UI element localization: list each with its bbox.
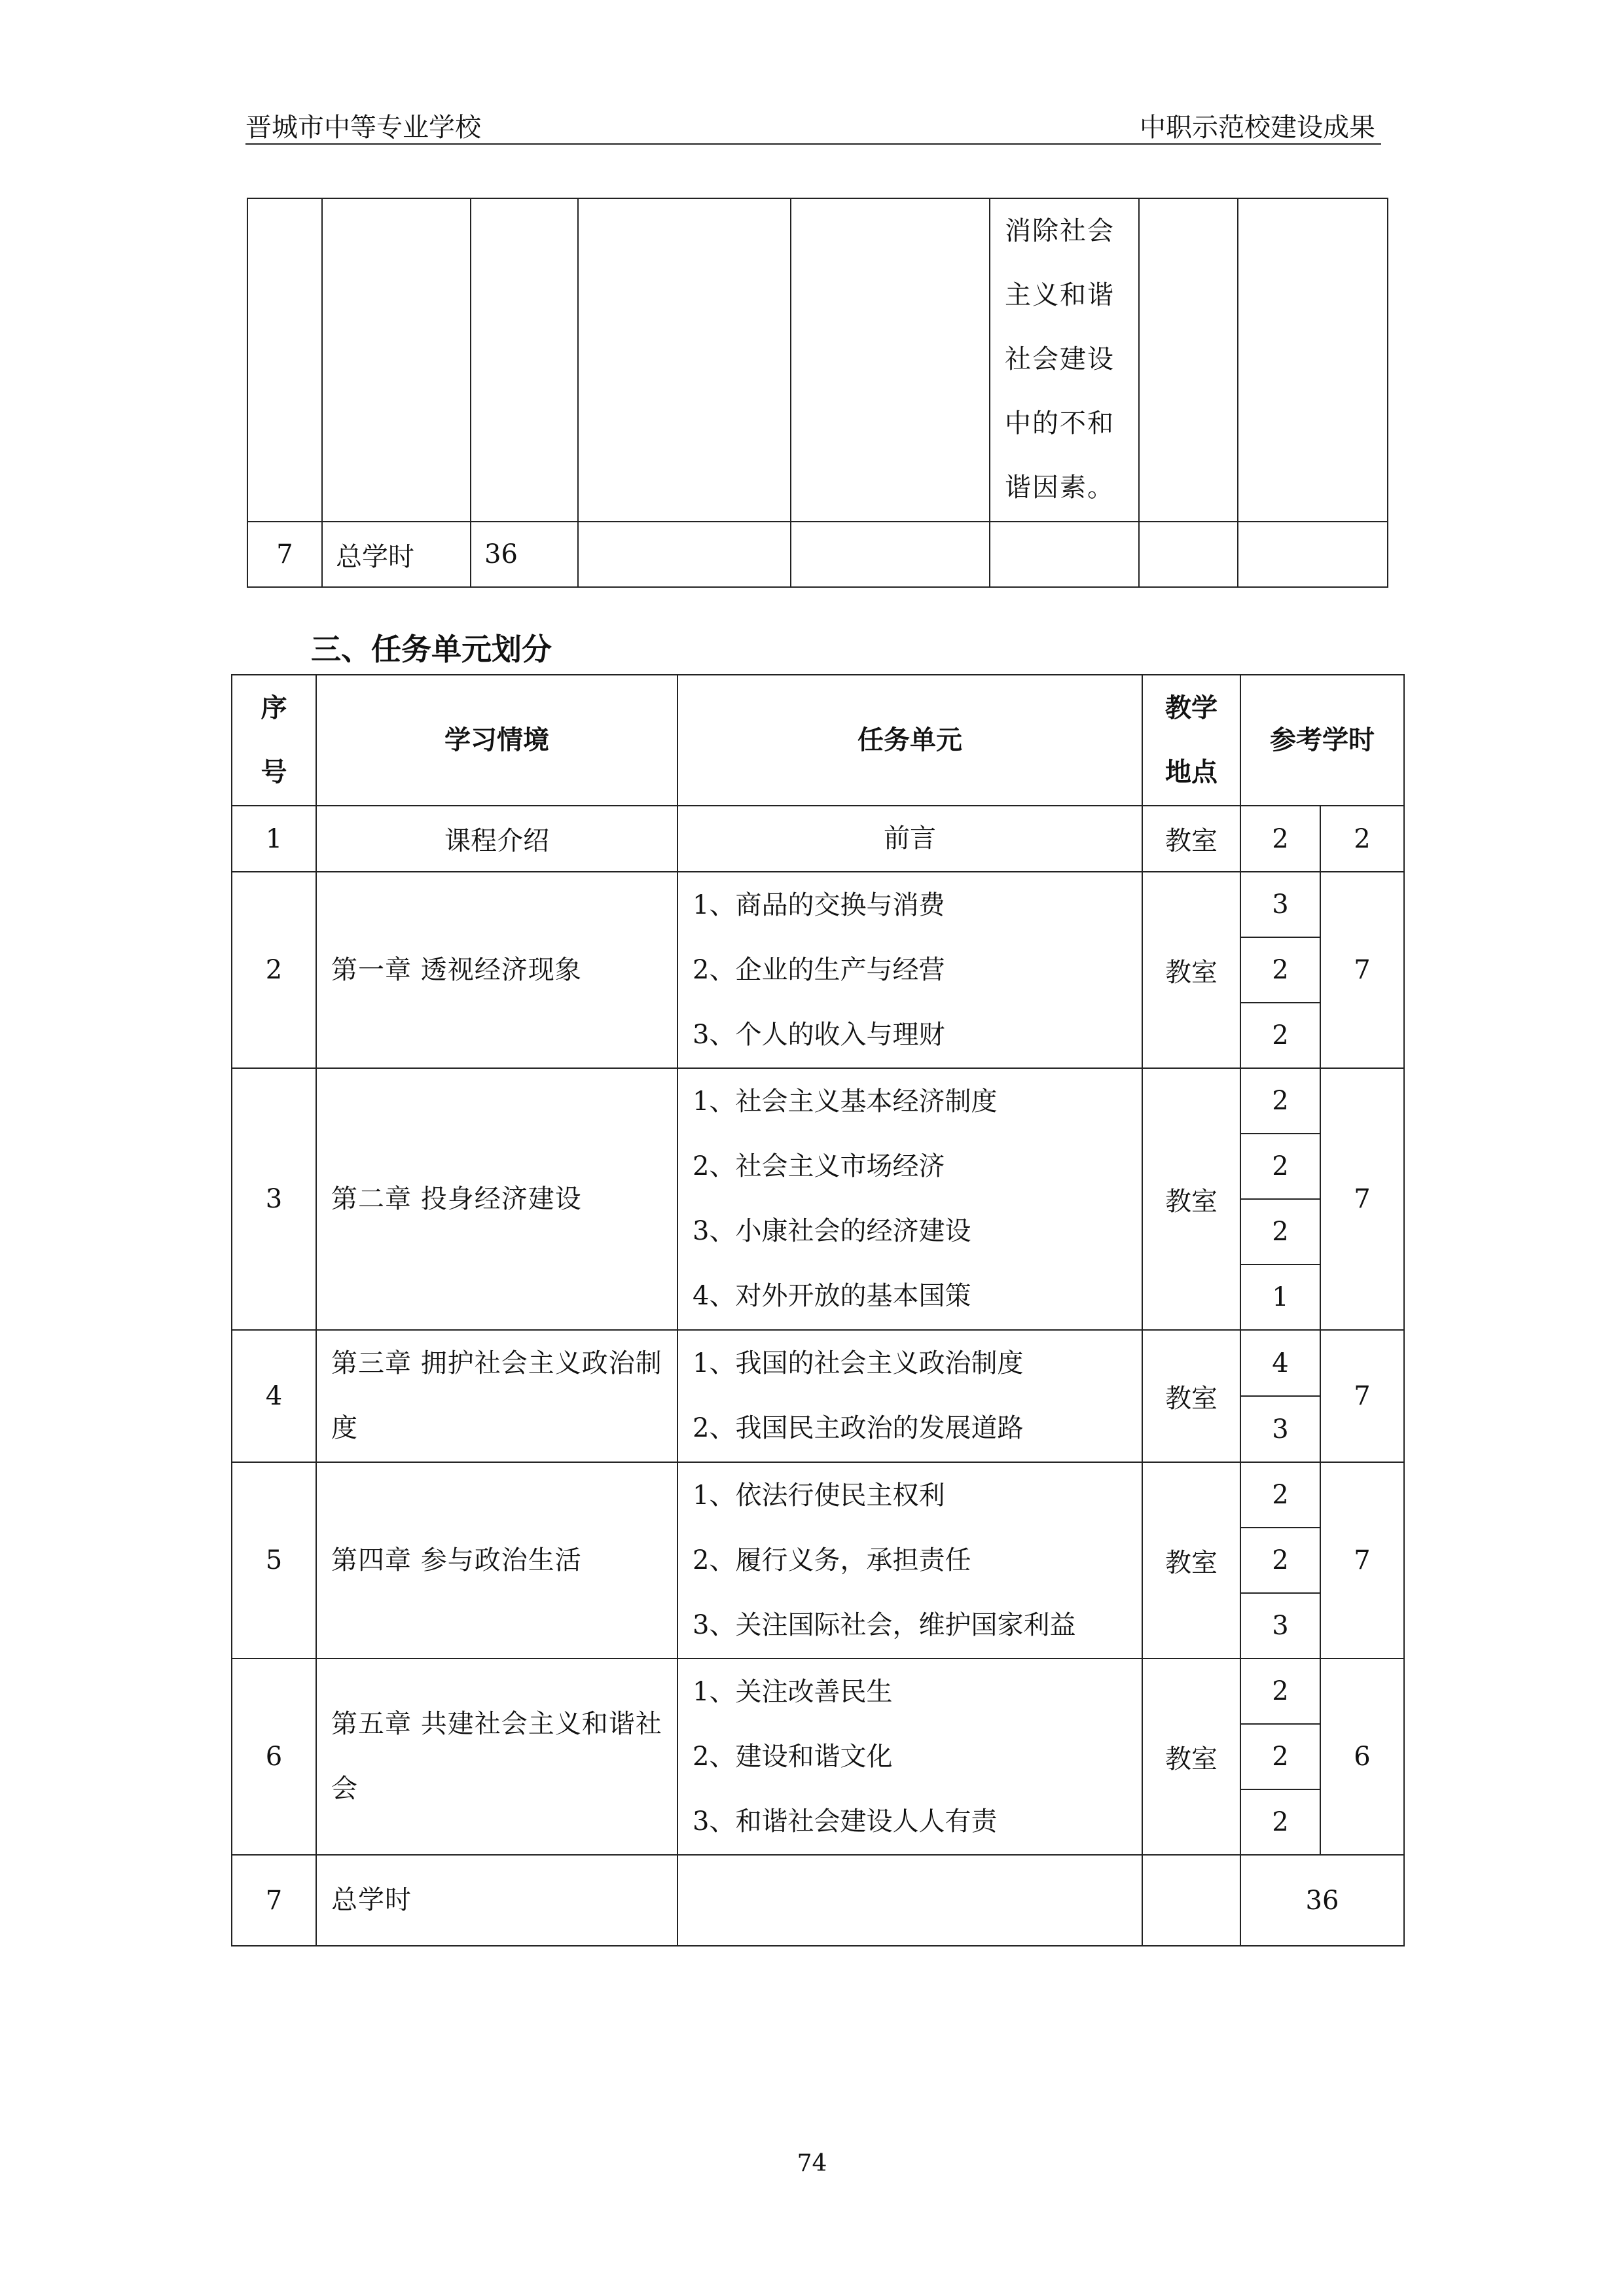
task-unit-item: 3、和谐社会建设人人有责	[693, 1806, 998, 1837]
row-index: 7	[232, 1855, 316, 1946]
text-line: 中的不和	[1005, 408, 1115, 439]
chapter-total-hours: 7	[1320, 1068, 1404, 1330]
learning-scene: 课程介绍	[316, 806, 677, 872]
task-units	[677, 1068, 1142, 1330]
unit-hours: 2	[1240, 1462, 1320, 1528]
task-unit-item: 3、小康社会的经济建设	[693, 1216, 971, 1246]
teaching-place: 教室	[1142, 1462, 1240, 1659]
learning-scene: 第四章 参与政治生活	[316, 1462, 677, 1659]
header-unit: 任务单元	[677, 675, 1142, 806]
task-unit-item: 1、商品的交换与消费	[693, 889, 945, 920]
task-unit-item: 3、关注国际社会，维护国家利益	[693, 1609, 1076, 1640]
teaching-place: 教室	[1142, 806, 1240, 872]
table-row	[232, 1068, 1404, 1134]
unit-hours: 2	[1240, 1003, 1320, 1068]
header-hours: 参考学时	[1240, 675, 1404, 806]
task-units	[677, 806, 1142, 872]
unit-hours: 3	[1240, 872, 1320, 937]
text-line: 消除社会	[1005, 216, 1115, 246]
row-index: 2	[232, 872, 316, 1068]
task-unit-item: 4、对外开放的基本国策	[693, 1281, 971, 1311]
table-row	[232, 1659, 1404, 1724]
unit-hours: 2	[1240, 937, 1320, 1003]
task-unit-item: 2、我国民主政治的发展道路	[693, 1413, 1024, 1443]
learning-scene: 第五章 共建社会主义和谐社会	[316, 1659, 677, 1855]
unit-hours: 3	[1240, 1593, 1320, 1659]
task-unit-item: 2、履行义务，承担责任	[693, 1545, 971, 1575]
text-line: 主义和谐	[1005, 280, 1115, 310]
section-title: 三、任务单元划分	[311, 632, 552, 667]
header-document-title: 中职示范校建设成果	[1140, 113, 1375, 143]
row-index: 7	[247, 522, 322, 587]
task-units	[677, 872, 1142, 1068]
header-index: 序 号	[232, 675, 316, 806]
teaching-place: 教室	[1142, 872, 1240, 1068]
page-number: 74	[797, 2150, 827, 2177]
learning-scene: 第二章 投身经济建设	[316, 1068, 677, 1330]
total-hours: 36	[471, 522, 578, 587]
unit-hours: 2	[1240, 1068, 1320, 1134]
row-index: 6	[232, 1659, 316, 1855]
task-unit-item: 1、我国的社会主义政治制度	[693, 1348, 1024, 1378]
unit-hours: 2	[1240, 1199, 1320, 1265]
table-total-row	[232, 1855, 1404, 1946]
task-unit-item: 2、社会主义市场经济	[693, 1151, 945, 1181]
unit-hours: 4	[1240, 1330, 1320, 1396]
table-row	[232, 806, 1404, 872]
task-unit-item: 1、社会主义基本经济制度	[693, 1086, 998, 1117]
task-unit-item: 2、建设和谐文化	[693, 1741, 893, 1772]
header-scene: 学习情境	[316, 675, 677, 806]
text-line: 社会建设	[1005, 344, 1115, 374]
unit-hours: 2	[1240, 1724, 1320, 1789]
unit-hours: 3	[1240, 1396, 1320, 1462]
task-unit-table	[231, 674, 1405, 1946]
chapter-total-hours: 2	[1320, 806, 1404, 872]
table-row	[232, 1330, 1404, 1396]
total-label: 总学时	[316, 1855, 677, 1946]
chapter-total-hours: 6	[1320, 1659, 1404, 1855]
unit-hours: 2	[1240, 1659, 1320, 1724]
row-index: 1	[232, 806, 316, 872]
unit-hours: 2	[1240, 806, 1320, 872]
chapter-total-hours: 7	[1320, 872, 1404, 1068]
teaching-place: 教室	[1142, 1068, 1240, 1330]
unit-hours: 2	[1240, 1528, 1320, 1593]
chapter-total-hours: 7	[1320, 1330, 1404, 1462]
table-row	[232, 872, 1404, 937]
task-units	[677, 1330, 1142, 1462]
unit-hours: 2	[1240, 1789, 1320, 1855]
task-table-body	[232, 806, 1404, 1855]
continuation-total-row	[247, 522, 1388, 587]
learning-scene: 第一章 透视经济现象	[316, 872, 677, 1068]
task-unit-item: 2、企业的生产与经营	[693, 954, 945, 985]
task-unit-item: 1、依法行使民主权利	[693, 1480, 945, 1511]
total-hours: 36	[1240, 1855, 1404, 1946]
task-unit-item: 1、关注改善民生	[693, 1676, 893, 1707]
table-header-row	[232, 675, 1404, 806]
total-label: 总学时	[322, 522, 471, 587]
continuation-table	[247, 198, 1388, 588]
row-index: 3	[232, 1068, 316, 1330]
learning-scene: 第三章 拥护社会主义政治制度	[316, 1330, 677, 1462]
continuation-text-cell	[990, 198, 1139, 522]
teaching-place: 教室	[1142, 1659, 1240, 1855]
task-units	[677, 1462, 1142, 1659]
header-rule	[245, 143, 1381, 145]
header-school-name: 晋城市中等专业学校	[245, 113, 481, 143]
chapter-total-hours: 7	[1320, 1462, 1404, 1659]
task-units	[677, 1659, 1142, 1855]
unit-hours: 1	[1240, 1265, 1320, 1330]
unit-hours: 2	[1240, 1134, 1320, 1199]
task-unit-item: 3、个人的收入与理财	[693, 1019, 945, 1050]
header-place: 教学 地点	[1142, 675, 1240, 806]
continuation-row	[247, 198, 1388, 522]
task-unit-item: 前言	[884, 823, 936, 853]
row-index: 4	[232, 1330, 316, 1462]
teaching-place: 教室	[1142, 1330, 1240, 1462]
row-index: 5	[232, 1462, 316, 1659]
text-line: 谐因素。	[1005, 473, 1115, 503]
table-row	[232, 1462, 1404, 1528]
